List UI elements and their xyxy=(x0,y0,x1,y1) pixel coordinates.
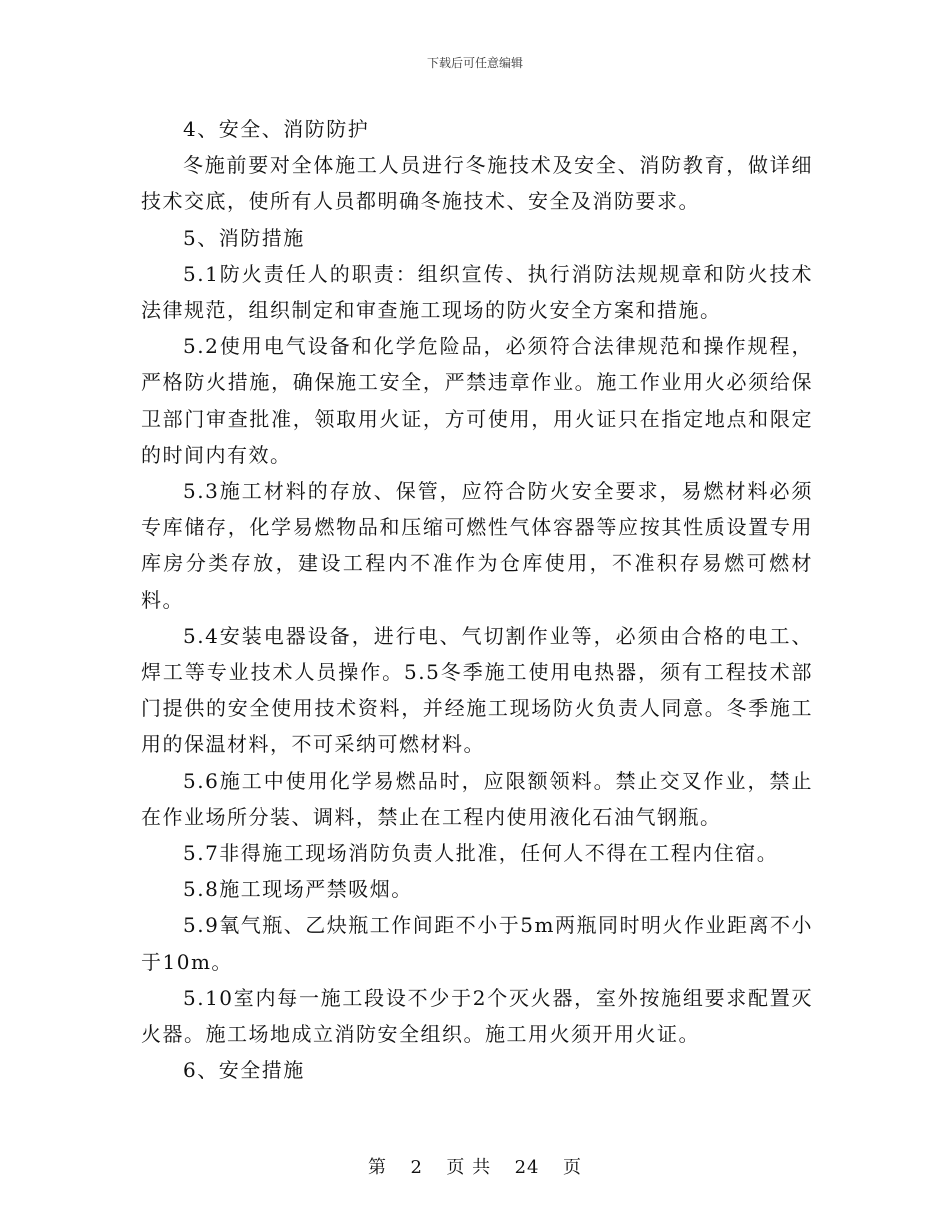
total-page-count: 24 xyxy=(514,1157,540,1178)
paragraph-safety-training: 冬施前要对全体施工人员进行冬施技术及安全、消防教育，做详细技术交底，使所有人员都明确冬施技术、安全及消防要求。 xyxy=(141,153,813,214)
paragraph-5-10: 5.10室内每一施工段设不少于2个灭火器，室外按施组要求配置灭火器。施工场地成立消防安全组织。施工用火须开用火证。 xyxy=(141,985,813,1047)
footer-prefix: 第 xyxy=(368,1157,388,1178)
page-footer xyxy=(0,1153,950,1179)
footer-middle: 页 共 xyxy=(446,1157,492,1178)
current-page-number: 2 xyxy=(410,1157,423,1178)
paragraph-5-6: 5.6施工中使用化学易燃品时，应限额领料。禁止交叉作业，禁止在作业场所分装、调料，禁止在工程内使用液化石油气钢瓶。 xyxy=(141,768,813,829)
paragraph-5-7: 5.7非得施工现场消防负责人批准，任何人不得在工程内住宿。 xyxy=(183,841,779,866)
document-body xyxy=(141,111,813,1088)
section-heading-5: 5、消防措施 xyxy=(183,225,305,250)
paragraph-5-4: 5.4安装电器设备，进行电、气切割作业等，必须由合格的电工、焊工等专业技术人员操作。5.5冬季施工使用电热器，须有工程技术部门提供的安全使用技术资料，并经施工现场防火负责人同意。冬季施工用的保温材料，不可采纳可燃材料。 xyxy=(141,623,813,757)
paragraph-5-3: 5.3施工材料的存放、保管，应符合防火安全要求，易燃材料必须专库储存，化学易燃物品和压缩可燃性气体容器等应按其性质设置专用库房分类存放，建设工程内不准作为仓库使用，不准积存易燃可燃材料。 xyxy=(141,479,813,612)
section-heading-4: 4、安全、消防防护 xyxy=(183,117,370,141)
paragraph-5-2: 5.2使用电气设备和化学危险品，必须符合法律规范和操作规程，严格防火措施，确保施工安全，严禁违章作业。施工作业用火必须给保卫部门审查批准，领取用火证，方可使用，用火证只在指定地点和限定的时间内有效。 xyxy=(141,334,813,467)
paragraph-5-1: 5.1防火责任人的职责：组织宣传、执行消防法规规章和防火技术法律规范，组织制定和审查施工现场的防火安全方案和措施。 xyxy=(141,261,813,323)
page-header: 下载后可任意编辑 xyxy=(426,56,523,70)
section-heading-6: 6、安全措施 xyxy=(183,1058,305,1083)
footer-suffix: 页 xyxy=(562,1157,582,1178)
paragraph-5-9: 5.9氧气瓶、乙炔瓶工作间距不小于5m两瓶同时明火作业距离不小于10m。 xyxy=(141,913,813,974)
paragraph-5-8: 5.8施工现场严禁吸烟。 xyxy=(183,877,413,902)
